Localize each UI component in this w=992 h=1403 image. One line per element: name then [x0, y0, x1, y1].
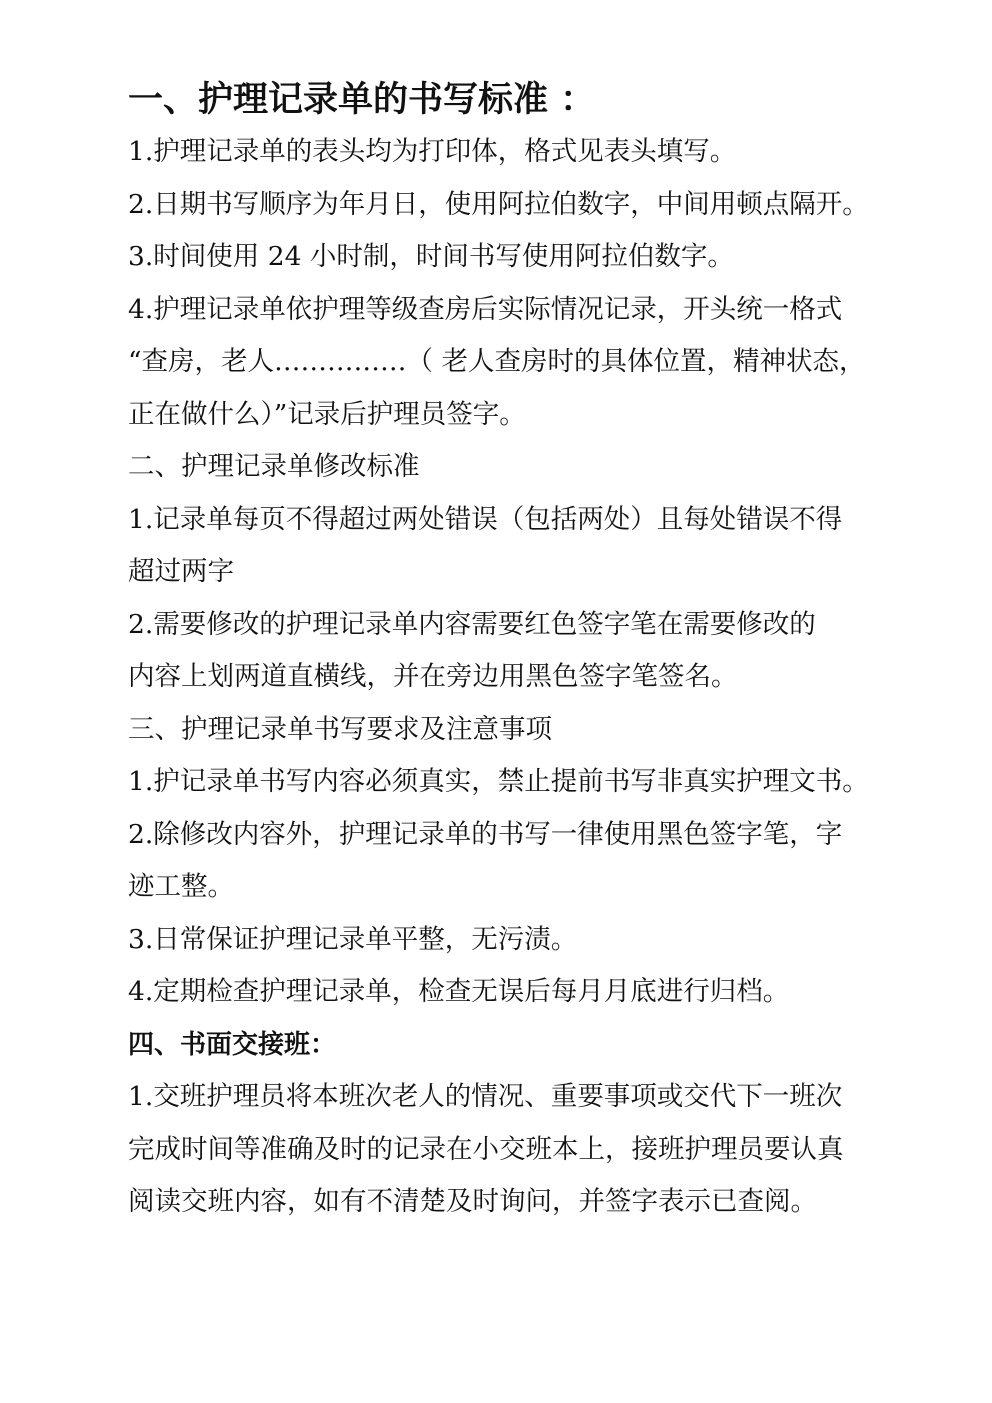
- text-line: 完成时间等准确及时的记录在小交班本上，接班护理员要认真: [128, 1133, 844, 1165]
- text-line: 1.护记录单书写内容必须真实，禁止提前书写非真实护理文书。: [128, 766, 869, 797]
- text-line: 3.日常保证护理记录单平整，无污渍。: [128, 923, 578, 955]
- text-line: 正在做什么）”记录后护理员签字。: [128, 398, 526, 430]
- text-line: 超过两字: [128, 556, 234, 587]
- text-line: 3.时间使用 24 小时制，时间书写使用阿拉伯数字。: [128, 241, 734, 272]
- text-line: 1.护理记录单的表头均为打印体，格式见表头填写。: [128, 136, 737, 167]
- text-line: 2.日期书写顺序为年月日，使用阿拉伯数字，中间用顿点隔开。: [128, 188, 869, 220]
- text-line: 2.需要修改的护理记录单内容需要红色签字笔在需要修改的: [128, 608, 816, 640]
- text-line: “查房，老人……………（ 老人查房时的具体位置，精神状态，: [128, 346, 866, 377]
- text-line: 内容上划两道直横线，并在旁边用黑色签字笔签名。: [128, 661, 738, 692]
- text-line: 4.护理记录单依护理等级查房后实际情况记录，开头统一格式: [128, 293, 843, 325]
- text-line: 2.除修改内容外，护理记录单的书写一律使用黑色签字笔，字: [128, 818, 843, 850]
- text-line: 1.交班护理员将本班次老人的情况、重要事项或交代下一班次: [128, 1081, 843, 1112]
- section-heading-shift-handover: 四、书面交接班：: [128, 1029, 337, 1060]
- section-heading-modification-standard: 二、护理记录单修改标准: [128, 451, 420, 482]
- section-heading-requirements: 三、护理记录单书写要求及注意事项: [128, 713, 552, 745]
- text-line: 阅读交班内容，如有不清楚及时询问，并签字表示已查阅。: [128, 1186, 817, 1217]
- document-page: [128, 74, 948, 1229]
- text-line: 迹工整。: [128, 871, 234, 902]
- text-line: 4.定期检查护理记录单，检查无误后每月月底进行归档。: [128, 976, 790, 1007]
- section-heading-writing-standard: 一、护理记录单的书写标准 ：: [128, 80, 596, 120]
- text-line: 1.记录单每页不得超过两处错误（包括两处）且每处错误不得: [128, 503, 843, 535]
